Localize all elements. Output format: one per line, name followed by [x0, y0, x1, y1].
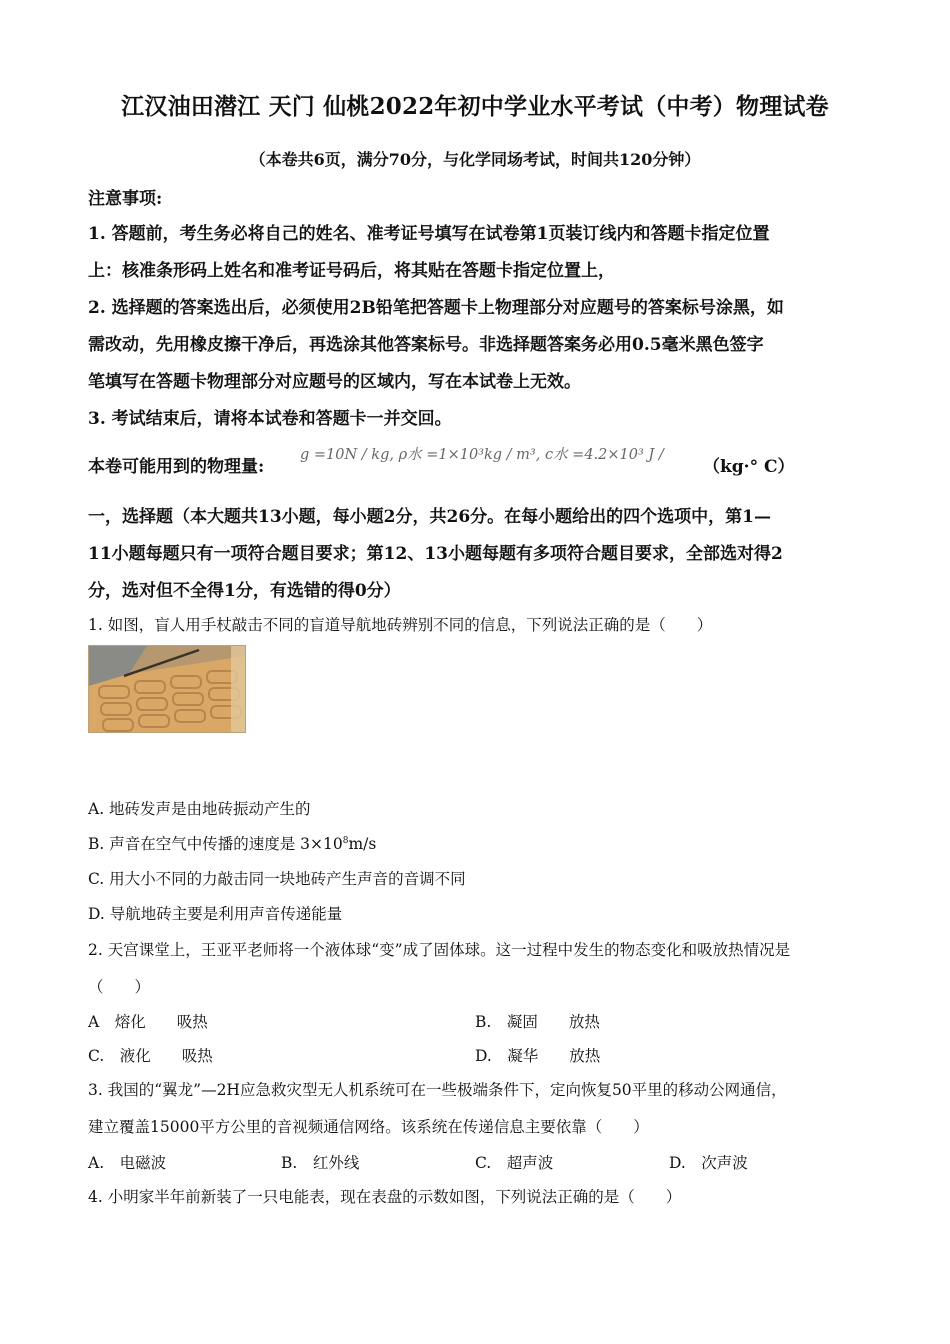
q2-option-d: D. 凝华 放热 [475, 1047, 601, 1065]
q3-option-b: B. 红外线 [281, 1154, 360, 1172]
section1-line-2: 11小题每题只有一项符合题目要求；第12、13小题每题有多项符合题目要求，全部选对得2 [88, 544, 783, 564]
q1-option-c: C. 用大小不同的力敲击同一块地砖产生声音的音调不同 [88, 870, 466, 888]
notes-line-6: 3. 考试结束后，请将本试卷和答题卡一并交回。 [88, 409, 452, 429]
constants-label: 本卷可能用到的物理量: [88, 457, 265, 477]
q1-option-b [88, 832, 376, 854]
q1-option-b-exponent: 8 [342, 835, 349, 846]
notes-line-3: 2. 选择题的答案选出后，必须使用2B铅笔把答题卡上物理部分对应题号的答案标号涂黑，如 [88, 298, 784, 318]
q1-option-b-text: B. 声音在空气中传播的速度是 3×10 [88, 835, 343, 853]
tactile-paving-photo [88, 645, 246, 733]
q1-option-a: A. 地砖发声是由地砖振动产生的 [88, 800, 311, 818]
section1-line-1: 一，选择题（本大题共13小题，每小题2分，共26分。在每小题给出的四个选项中，第1— [88, 507, 771, 527]
q3-option-d: D. 次声波 [669, 1154, 748, 1172]
q2-option-b: B. 凝固 放热 [475, 1013, 600, 1031]
section1-line-3: 分，选对但不全得1分，有选错的得0分） [88, 581, 401, 601]
q4-stem: 4. 小明家半年前新装了一只电能表，现在表盘的示数如图，下列说法正确的是（ ） [88, 1188, 682, 1206]
q2-paren: （ ） [88, 978, 151, 996]
q2-option-c: C. 液化 吸热 [88, 1047, 213, 1065]
q3-option-c: C. 超声波 [475, 1154, 554, 1172]
q3-option-a: A. 电磁波 [88, 1154, 167, 1172]
q1-option-d: D. 导航地砖主要是利用声音传递能量 [88, 905, 343, 923]
q2-option-a: A 熔化 吸热 [88, 1013, 208, 1031]
constants-unit: （kg·° C） [703, 457, 795, 477]
q3-stem-line-1: 3. 我国的“翼龙”—2H应急救灾型无人机系统可在一些极端条件下，定向恢复50平里的移动公网通信， [88, 1081, 787, 1099]
notes-line-1: 1. 答题前，考生务必将自己的姓名、准考证号填写在试卷第1页装订线内和答题卡指定位置 [88, 224, 770, 244]
notes-line-2: 上：核准条形码上姓名和准考证号码后，将其贴在答题卡指定位置上， [88, 261, 615, 281]
constants-formula: g =10N / kg, ρ水 =1×10³kg / m³, c水 =4.2×10³ J / [300, 447, 664, 463]
q1-stem: 1. 如图，盲人用手杖敲击不同的盲道导航地砖辨别不同的信息，下列说法正确的是（ ） [88, 616, 713, 634]
q1-option-b-unit: m/s [348, 835, 377, 853]
q2-stem: 2. 天宫课堂上，王亚平老师将一个液体球“变”成了固体球。这一过程中发生的物态变化和吸放热情况是 [88, 941, 791, 959]
page-title: 江汉油田潜江 天门 仙桃2022年初中学业水平考试（中考）物理试卷 [121, 93, 829, 120]
notes-line-5: 笔填写在答题卡物理部分对应题号的区域内，写在本试卷上无效。 [88, 372, 581, 392]
page-subtitle: （本卷共6页，满分70分，与化学同场考试，时间共120分钟） [249, 150, 701, 169]
notes-heading: 注意事项: [88, 189, 163, 209]
notes-line-4: 需改动，先用橡皮擦干净后，再选涂其他答案标号。非选择题答案务必用0.5毫米黑色签字 [88, 335, 764, 355]
tactile-paving-illustration [89, 646, 245, 732]
q3-stem-line-2: 建立覆盖15000平方公里的音视频通信网络。该系统在传递信息主要依靠（ ） [88, 1118, 649, 1136]
